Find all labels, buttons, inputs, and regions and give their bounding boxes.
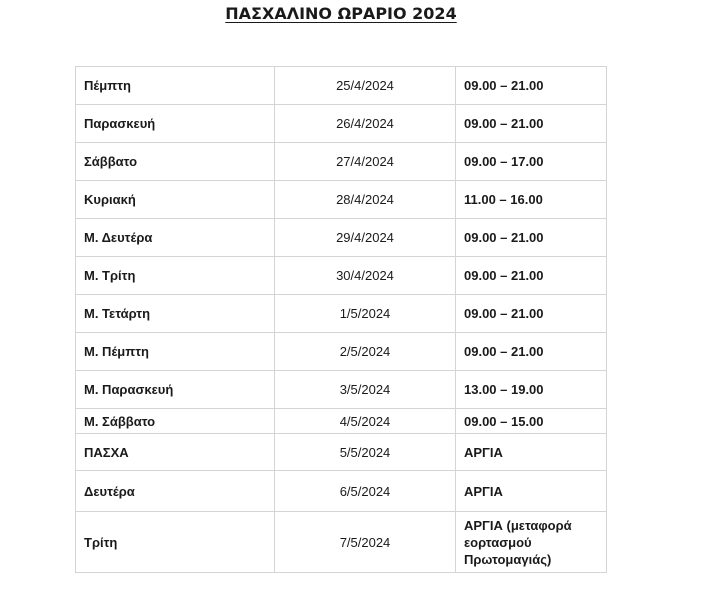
page-title <box>0 4 682 23</box>
date-cell: 6/5/2024 <box>275 471 456 512</box>
hours-cell: 09.00 – 17.00 <box>456 143 607 181</box>
hours-cell: 09.00 – 15.00 <box>456 409 607 434</box>
day-cell: Σάββατο <box>76 143 275 181</box>
hours-cell: ΑΡΓΙΑ <box>456 471 607 512</box>
date-cell: 3/5/2024 <box>275 371 456 409</box>
table-row <box>76 67 607 105</box>
table-row <box>76 181 607 219</box>
date-cell: 26/4/2024 <box>275 105 456 143</box>
date-cell: 28/4/2024 <box>275 181 456 219</box>
date-cell: 25/4/2024 <box>275 67 456 105</box>
day-cell: Δευτέρα <box>76 471 275 512</box>
table-row <box>76 333 607 371</box>
hours-cell: ΑΡΓΙΑ (μεταφορά εορτασμού Πρωτομαγιάς) <box>456 512 607 573</box>
hours-cell: 13.00 – 19.00 <box>456 371 607 409</box>
date-cell: 7/5/2024 <box>275 512 456 573</box>
table-row <box>76 409 607 434</box>
day-cell: Κυριακή <box>76 181 275 219</box>
hours-cell: 09.00 – 21.00 <box>456 105 607 143</box>
day-cell: Μ. Τρίτη <box>76 257 275 295</box>
day-cell: Μ. Παρασκευή <box>76 371 275 409</box>
day-cell: Μ. Τετάρτη <box>76 295 275 333</box>
table-row <box>76 105 607 143</box>
table-row <box>76 257 607 295</box>
day-cell: Τρίτη <box>76 512 275 573</box>
day-cell: Μ. Πέμπτη <box>76 333 275 371</box>
hours-cell: 09.00 – 21.00 <box>456 219 607 257</box>
schedule-table <box>75 66 607 573</box>
hours-cell: 09.00 – 21.00 <box>456 333 607 371</box>
table-row <box>76 143 607 181</box>
table-row <box>76 512 607 573</box>
table-row <box>76 219 607 257</box>
date-cell: 29/4/2024 <box>275 219 456 257</box>
day-cell: Μ. Σάββατο <box>76 409 275 434</box>
table-row <box>76 434 607 471</box>
day-cell: Παρασκευή <box>76 105 275 143</box>
table-row <box>76 471 607 512</box>
hours-cell: 09.00 – 21.00 <box>456 67 607 105</box>
hours-cell: 09.00 – 21.00 <box>456 257 607 295</box>
page-title-text: ΠΑΣΧΑΛΙΝΟ ΩΡΑΡΙΟ 2024 <box>225 4 457 23</box>
date-cell: 4/5/2024 <box>275 409 456 434</box>
hours-cell: ΑΡΓΙΑ <box>456 434 607 471</box>
date-cell: 5/5/2024 <box>275 434 456 471</box>
day-cell: Πέμπτη <box>76 67 275 105</box>
date-cell: 27/4/2024 <box>275 143 456 181</box>
hours-cell: 11.00 – 16.00 <box>456 181 607 219</box>
table-row <box>76 295 607 333</box>
date-cell: 2/5/2024 <box>275 333 456 371</box>
day-cell: ΠΑΣΧΑ <box>76 434 275 471</box>
date-cell: 30/4/2024 <box>275 257 456 295</box>
day-cell: Μ. Δευτέρα <box>76 219 275 257</box>
date-cell: 1/5/2024 <box>275 295 456 333</box>
hours-cell: 09.00 – 21.00 <box>456 295 607 333</box>
table-row <box>76 371 607 409</box>
